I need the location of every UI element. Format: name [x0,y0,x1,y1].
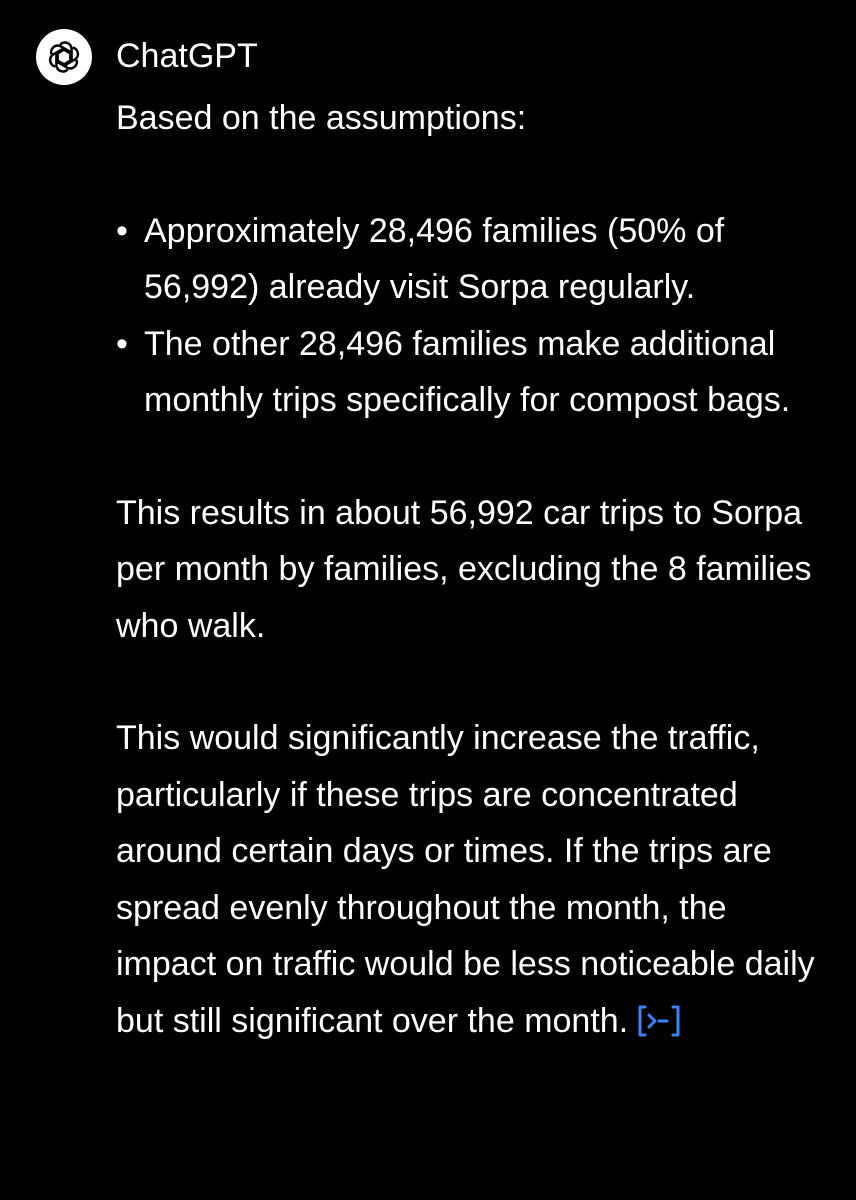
sender-name: ChatGPT [116,37,258,75]
bullet-icon: • [116,324,128,363]
impact-paragraph [116,710,816,1049]
bullet-icon: • [116,211,128,250]
impact-paragraph-text: This would significantly increase the traffic, particularly if these trips are concentrated around certain days or times. If the trips are spread evenly throughout the month, the impact on traffic would be less noticeable daily but still significant over the month. [116,719,815,1040]
code-analysis-icon[interactable] [636,1004,682,1038]
avatar [36,29,92,85]
result-paragraph: This results in about 56,992 car trips to Sorpa per month by families, excluding the 8 families who walk. [116,493,812,645]
list-item [116,203,816,316]
assumption-list [116,203,816,429]
list-item-text: The other 28,496 families make additional monthly trips specifically for compost bags. [144,324,791,419]
assistant-message [116,90,816,1049]
list-item-text: Approximately 28,496 families (50% of 56,992) already visit Sorpa regularly. [144,211,725,306]
intro-text: Based on the assumptions: [116,99,527,137]
list-item [116,316,816,429]
openai-logo-icon [45,38,83,76]
